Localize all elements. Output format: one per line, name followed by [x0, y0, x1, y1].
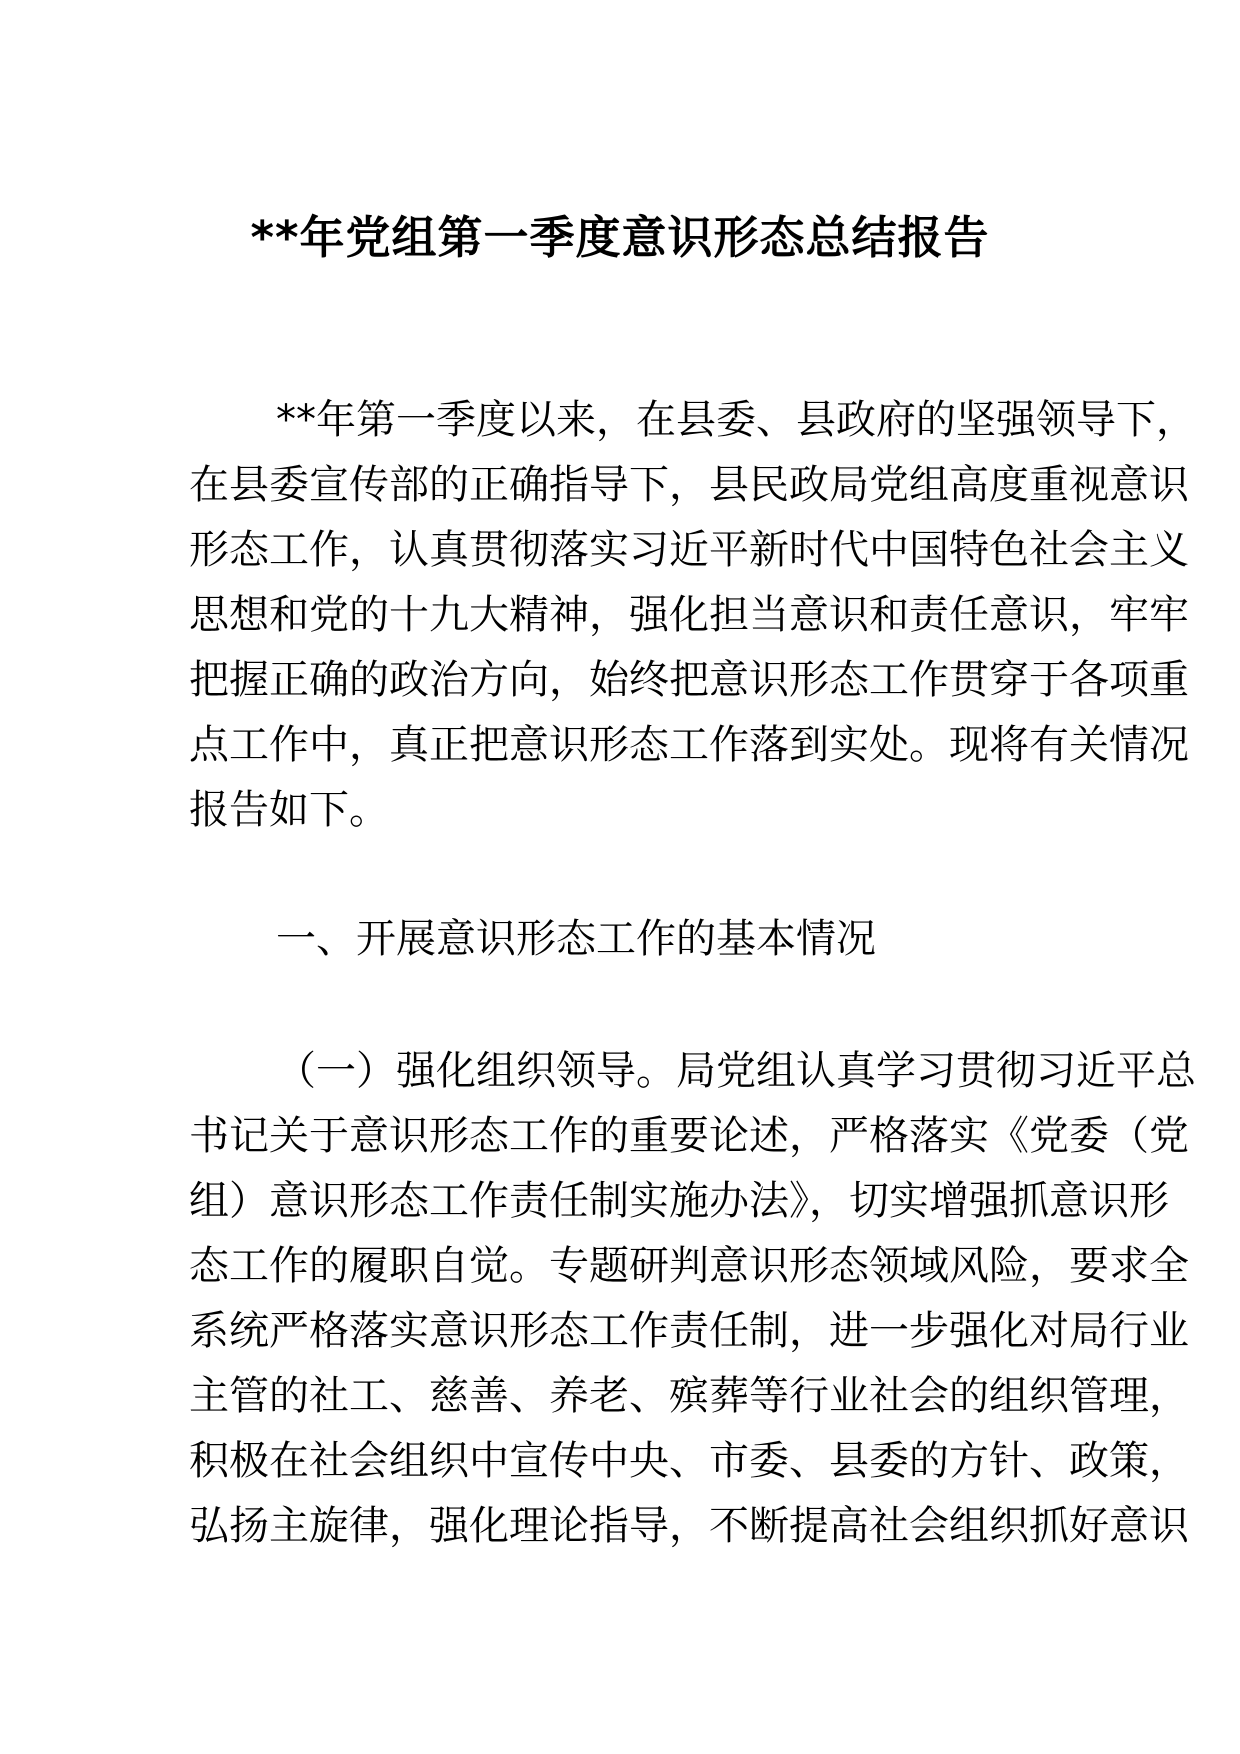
- text-line: 报告如下。: [189, 787, 389, 833]
- text-line: 主管的社工、慈善、养老、殡葬等行业社会的组织管理，: [189, 1373, 1189, 1419]
- section-paragraph: [189, 1039, 1196, 1559]
- text-line: 态工作的履职自觉。专题研判意识形态领域风险，要求全: [189, 1243, 1189, 1289]
- text-line: 在县委宣传部的正确指导下，县民政局党组高度重视意识: [189, 462, 1189, 508]
- text-line: 点工作中，真正把意识形态工作落到实处。现将有关情况: [189, 722, 1189, 768]
- text-line: 系统严格落实意识形态工作责任制，进一步强化对局行业: [189, 1308, 1189, 1354]
- text-line: 弘扬主旋律，强化理论指导，不断提高社会组织抓好意识: [189, 1503, 1189, 1549]
- text-line: 组）意识形态工作责任制实施办法》，切实增强抓意识形: [189, 1178, 1169, 1224]
- text-line: **年第一季度以来，在县委、县政府的坚强领导下，: [276, 397, 1196, 443]
- text-line: 书记关于意识形态工作的重要论述，严格落实《党委（党: [189, 1113, 1189, 1159]
- section-heading: 一、开展意识形态工作的基本情况: [276, 916, 876, 962]
- text-line: 形态工作，认真贯彻落实习近平新时代中国特色社会主义: [189, 527, 1189, 573]
- document-title: **年党组第一季度意识形态总结报告: [250, 211, 990, 264]
- text-line: 积极在社会组织中宣传中央、市委、县委的方针、政策，: [189, 1438, 1189, 1484]
- text-line: 把握正确的政治方向，始终把意识形态工作贯穿于各项重: [189, 657, 1189, 703]
- text-line: （一）强化组织领导。局党组认真学习贯彻习近平总: [276, 1048, 1196, 1094]
- intro-paragraph: [189, 388, 1196, 843]
- text-line: 思想和党的十九大精神，强化担当意识和责任意识，牢牢: [189, 592, 1189, 638]
